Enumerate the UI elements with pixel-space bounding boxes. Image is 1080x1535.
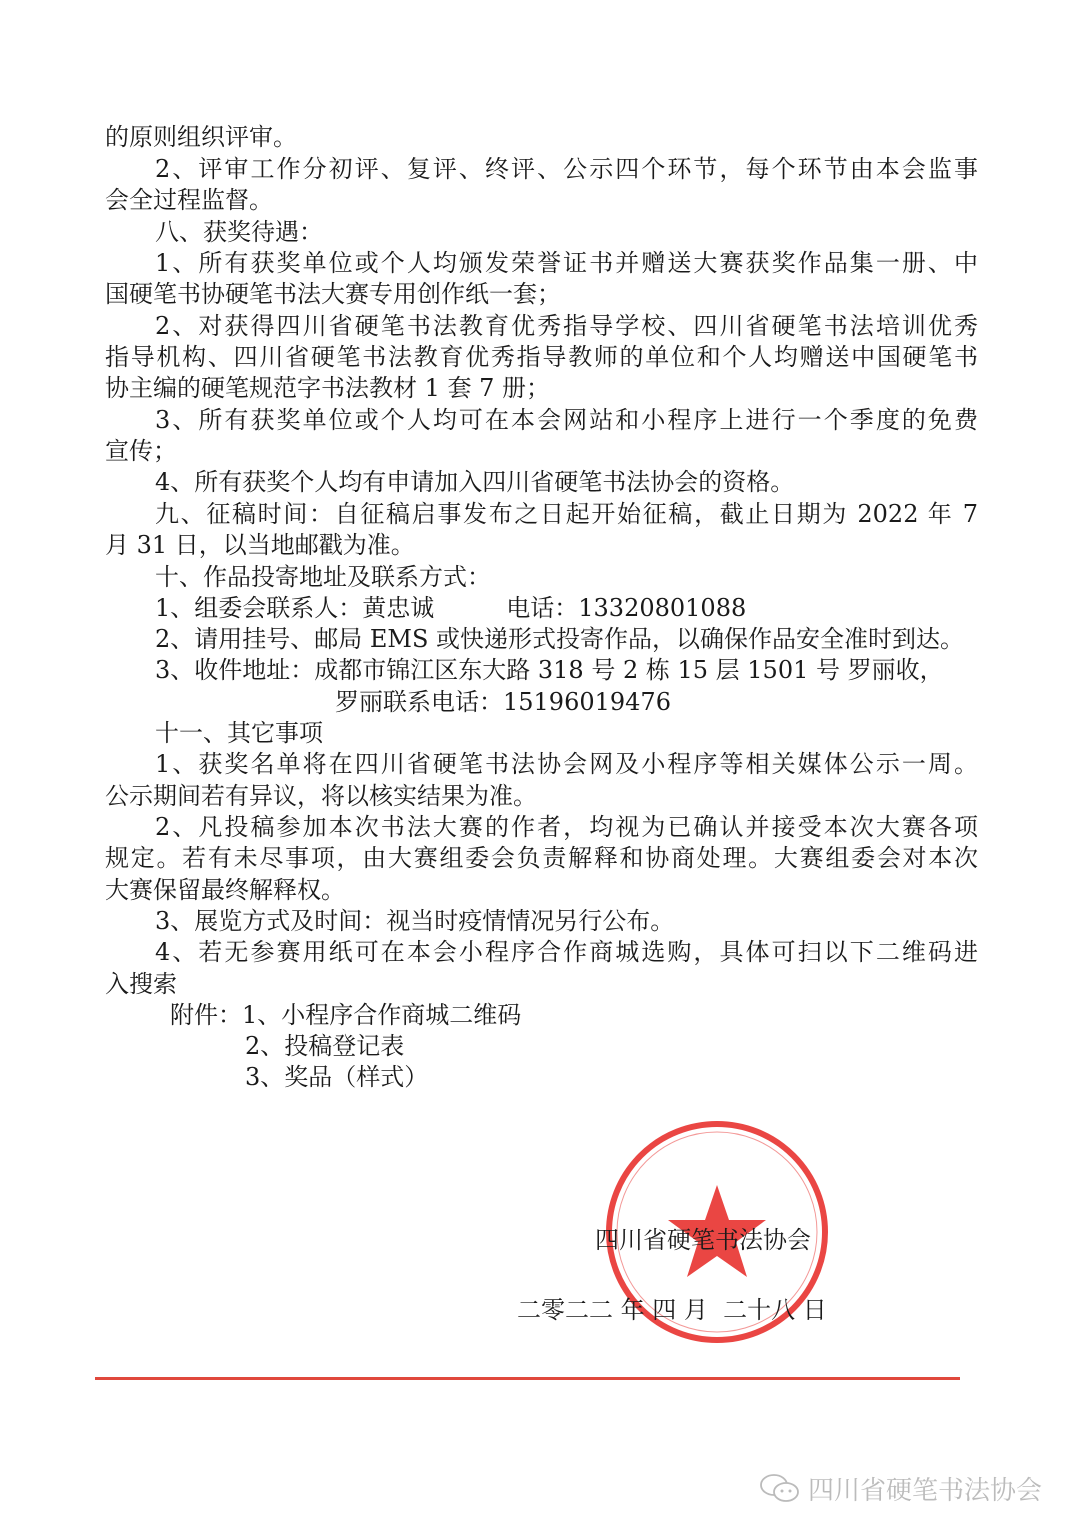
text-line: 月 31 日，以当地邮戳为准。: [105, 531, 415, 559]
wechat-icon: [758, 1472, 802, 1506]
text-line: 大赛保留最终解释权。: [105, 876, 345, 904]
attachment-line: 附件：1、小程序合作商城二维码: [170, 1001, 522, 1029]
text-line: 国硬笔书协硬笔书法大赛专用创作纸一套；: [105, 280, 561, 308]
text-line: 3、收件地址：成都市锦江区东大路 318 号 2 栋 15 层 1501 号 罗丽收，: [155, 656, 944, 684]
text-line: 3、所有获奖单位或个人均可在本会网站和小程序上进行一个季度的免费: [155, 406, 978, 434]
signature-date: 二零二二 年 四 月 二十八 日: [517, 1296, 827, 1324]
text-line: 宣传；: [105, 437, 177, 465]
text-line: 规定。若有未尽事项，由大赛组委会负责解释和协商处理。大赛组委会对本次: [105, 844, 978, 872]
divider: [95, 1377, 960, 1380]
text-line: 的原则组织评审。: [105, 123, 297, 151]
attachment-line: 3、奖品（样式）: [245, 1063, 429, 1091]
text-line: 2、请用挂号、邮局 EMS 或快递形式投寄作品，以确保作品安全准时到达。: [155, 625, 965, 653]
text-line: 3、展览方式及时间：视当时疫情情况另行公布。: [155, 907, 675, 935]
text-line: 1、获奖名单将在四川省硬笔书法协会网及小程序等相关媒体公示一周。: [155, 750, 978, 778]
text-line: 公示期间若有异议，将以核实结果为准。: [105, 782, 537, 810]
text-line: 2、对获得四川省硬笔书法教育优秀指导学校、四川省硬笔书法培训优秀: [155, 312, 978, 340]
text-line: 罗丽联系电话：15196019476: [335, 688, 671, 716]
text-line: 1、组委会联系人：黄忠诚 电话：13320801088: [155, 594, 747, 622]
text-line: 会全过程监督。: [105, 186, 273, 214]
text-line: 九、征稿时间：自征稿启事发布之日起开始征稿，截止日期为 2022 年 7: [155, 500, 978, 528]
attachment-line: 2、投稿登记表: [245, 1032, 405, 1060]
section-heading: 八、获奖待遇：: [155, 218, 323, 246]
text-line: 4、若无参赛用纸可在本会小程序合作商城选购，具体可扫以下二维码进: [155, 938, 978, 966]
watermark-text: 四川省硬笔书法协会: [808, 1476, 1043, 1506]
text-line: 2、凡投稿参加本次书法大赛的作者，均视为已确认并接受本次大赛各项: [155, 813, 978, 841]
text-line: 入搜索: [105, 970, 177, 998]
section-heading: 十一、其它事项: [155, 719, 323, 747]
text-line: 协主编的硬笔规范字书法教材 1 套 7 册；: [105, 374, 551, 402]
text-line: 指导机构、四川省硬笔书法教育优秀指导教师的单位和个人均赠送中国硬笔书: [105, 343, 978, 371]
watermark: [758, 1470, 1042, 1507]
text-line: 1、所有获奖单位或个人均颁发荣誉证书并赠送大赛获奖作品集一册、中: [155, 249, 978, 277]
section-heading: 十、作品投寄地址及联系方式：: [155, 563, 491, 591]
signature-org: 四川省硬笔书法协会: [595, 1226, 811, 1254]
text-line: 4、所有获奖个人均有申请加入四川省硬笔书法协会的资格。: [155, 468, 795, 496]
text-line: 2、评审工作分初评、复评、终评、公示四个环节，每个环节由本会监事: [155, 155, 978, 183]
